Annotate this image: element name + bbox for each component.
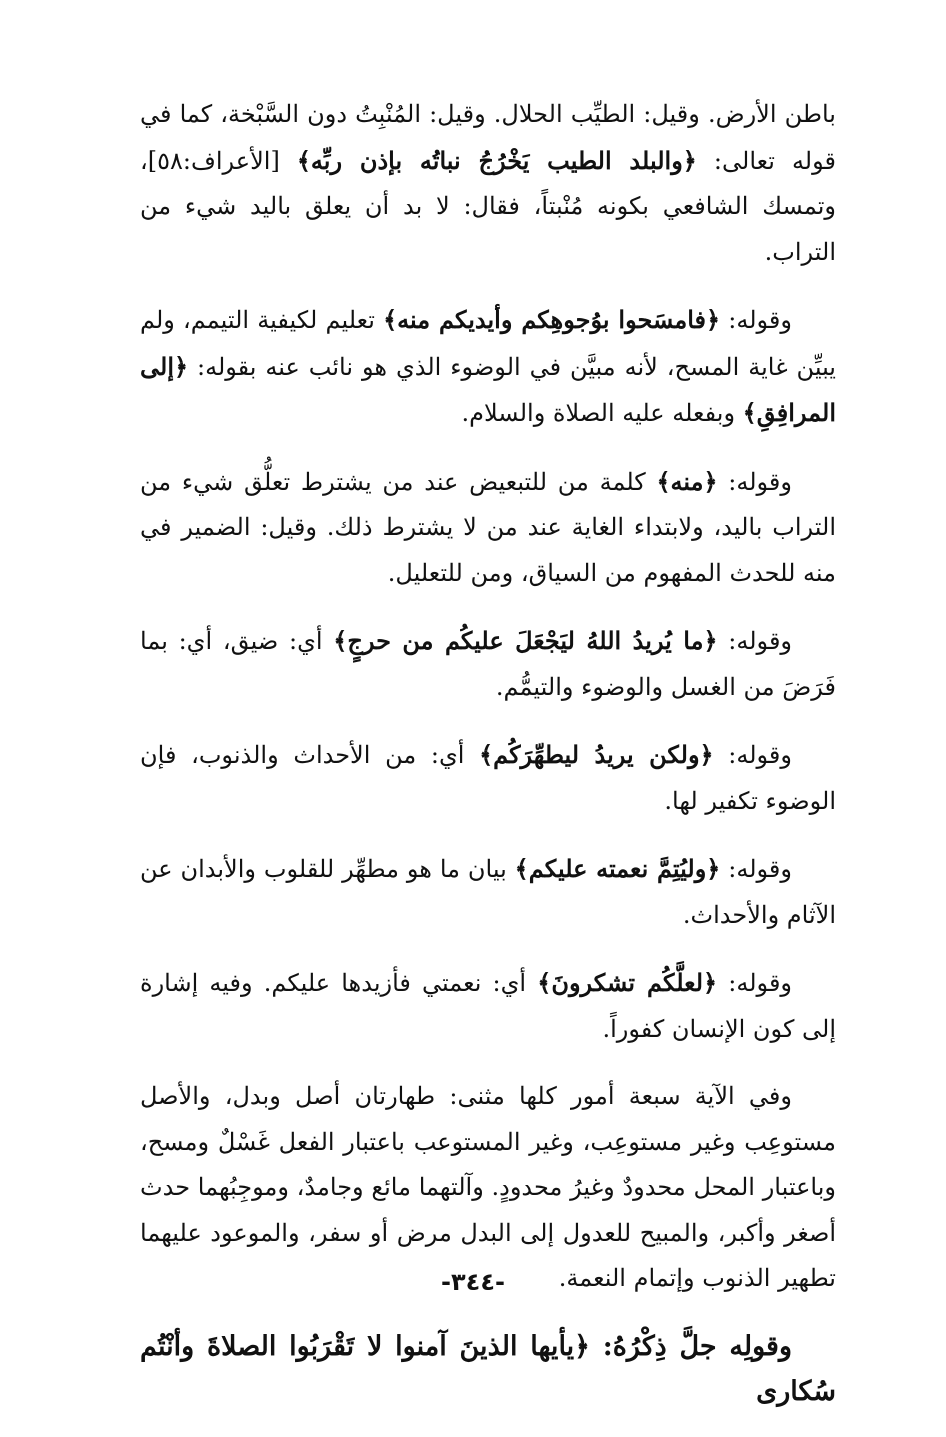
quran-quote: ﴿يأيها الذينَ آمنوا لا تَقْرَبُوا الصلاةَ وأنْتُم سُكارى [140,1330,836,1407]
paragraph-4 [140,618,836,710]
text-segment: أي: ضيق، أي: بما فَرَضَ من الغسل والوضوء والتيمُّم. [140,627,836,701]
page-number: -٣٤٤- [441,1268,505,1296]
text-segment: [الأعراف:٥٨]، وتمسك الشافعي بكونه مُنْبتاً، فقال: لا بد أن يعلق باليد شيء من التراب. [140,146,836,266]
text-segment: وقوله: [720,855,792,883]
paragraph-2 [140,297,836,437]
verse-intro: وقولِه جلَّ ذِكْرُهُ: [590,1330,792,1362]
text-segment: وفي الآية سبعة أمور كلها مثنى: طهارتان أصل وبدل، والأصل مستوعِب وغير مستوعِب، وغير المستوعب باعتبار الفعل غَسْلٌ ومسح، وباعتبار المحل محدودٌ وغيرُ محدودٍ. وآلتهما مائع وجامدٌ، وموجِبُهما حدث أصغر وأكبر، والمبيح للعدول إلى البدل مرض أو سفر، والموعود عليهما تطهير الذنوب وإتمام النعمة. [140,1082,837,1292]
paragraph-6 [140,846,836,938]
text-segment: أي: نعمتي فأزيدها عليكم. وفيه إشارة إلى كون الإنسان كفوراً. [140,969,836,1043]
quran-quote: ﴿لعلَّكُم تشكرونَ﴾ [537,968,718,997]
page-body [140,92,836,1437]
quran-quote: ﴿ولكن يريدُ ليطهِّرَكُم﴾ [479,740,714,769]
text-segment: بيان ما هو مطهِّر للقلوب والأبدان عن الآثام والأحداث. [140,855,836,929]
paragraph-9-heading [140,1324,836,1415]
text-segment: باطن الأرض. وقيل: الطيِّب الحلال. وقيل: المُنْبِتُ دون السَّبْخة، كما في قوله تعالى: [140,100,836,175]
quran-quote: ﴿إلى المرافِقِ﴾ [140,351,836,427]
text-segment: وقوله: [720,306,792,334]
paragraph-5 [140,732,836,824]
paragraph-7 [140,960,836,1052]
quran-quote: ﴿وليُتِمَّ نعمته عليكم﴾ [514,854,721,883]
quran-quote: ﴿والبلد الطيب يَخْرُجُ نباتُه بإذن ربِّه﴾ [296,145,697,175]
text-segment: وبفعله عليه الصلاة والسلام. [461,399,743,427]
text-segment: وقوله: [717,969,793,997]
text-segment: كلمة من للتبعيض عند من يشترط تعلُّق شيء من التراب باليد، ولابتداء الغاية عند من لا يشترط ذلك. وقيل: الضمير في منه للحدث المفهوم من السياق، ومن للتعليل. [140,467,836,587]
quran-quote: ﴿ما يُريدُ اللهُ ليَجْعَلَ عليكُم من حرجٍ﴾ [333,626,718,655]
text-segment: أي: من الأحداث والذنوب، فإن الوضوء تكفير لها. [140,741,836,815]
text-segment: تعليم لكيفية التيمم، ولم يبيِّن غاية المسح، لأنه مبيَّن في الوضوء الذي هو نائب عنه بقوله: [140,306,836,381]
text-segment: وقوله: [717,467,792,496]
quran-quote: ﴿منه﴾ [656,466,718,496]
paragraph-1 [140,92,836,275]
quran-quote: ﴿فامسَحوا بوُجوهِكم وأيديكم منه﴾ [383,305,721,334]
paragraph-3 [140,459,836,597]
text-segment: وقوله: [713,741,792,769]
text-segment: وقوله: [717,627,793,655]
